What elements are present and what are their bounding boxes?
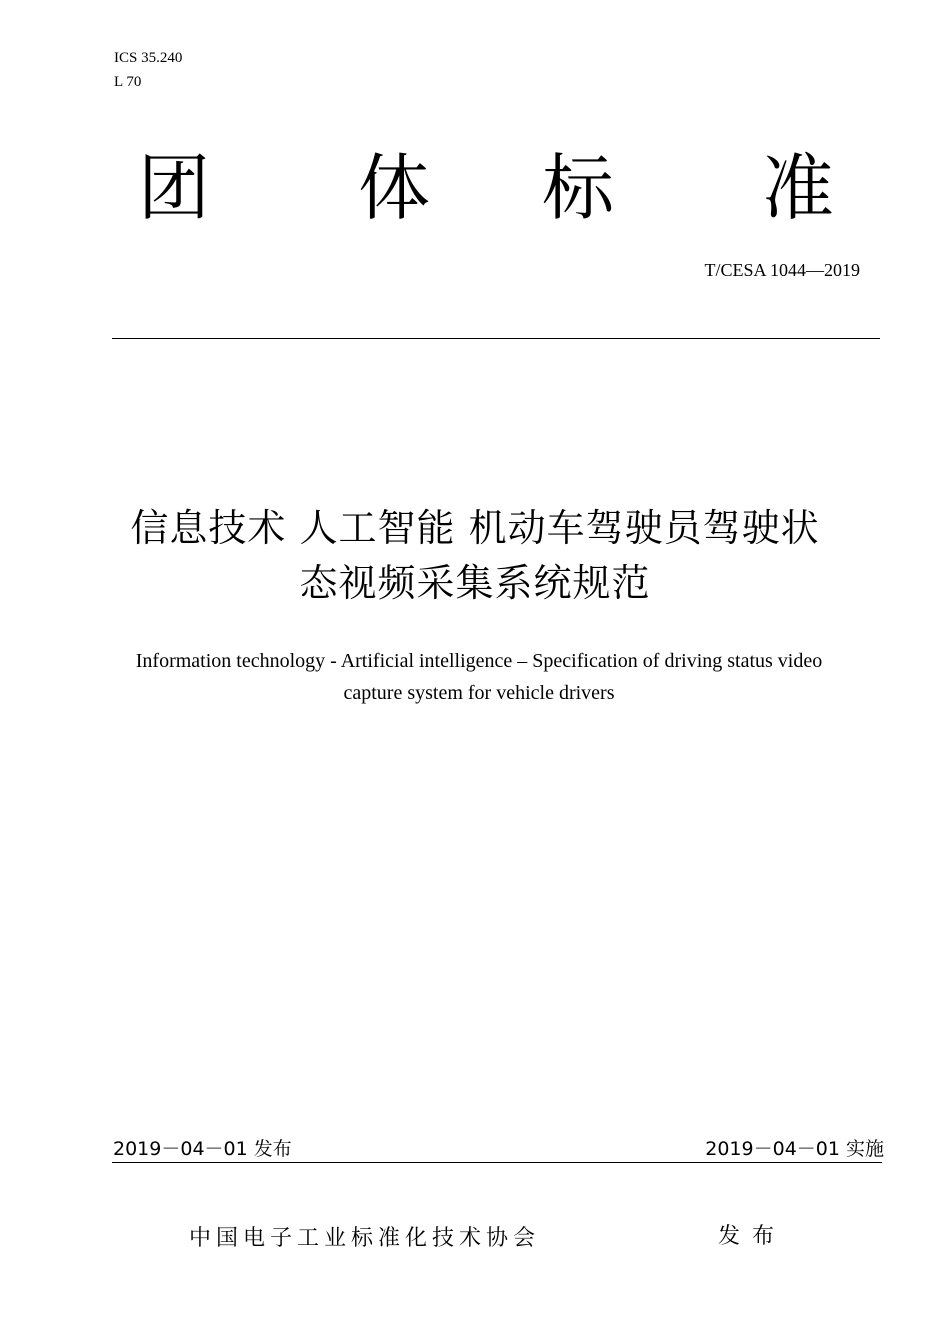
standard-type-char-3: 标 (542, 146, 615, 230)
implementation-date: 2019－04－01 实施 (705, 1138, 884, 1160)
issue-date: 2019－04－01 发布 (113, 1138, 292, 1160)
header-divider (112, 338, 880, 339)
publisher-name: 中国电子工业标准化技术协会 (189, 1226, 541, 1251)
title-cn-line-1: 信息技术 人工智能 机动车驾驶员驾驶状 (130, 506, 820, 550)
ics-code: ICS 35.240 (114, 50, 183, 66)
publish-label: 发布 (718, 1224, 787, 1249)
title-en-line-1: Information technology - Artificial intelligence – Specification of driving status video (135, 650, 823, 672)
standard-type-char-4: 准 (762, 146, 835, 230)
standard-code: T/CESA 1044—2019 (704, 260, 860, 280)
title-cn-line-2: 态视频采集系统规范 (299, 561, 651, 605)
standard-type-char-2: 体 (358, 146, 431, 230)
classification-code: L 70 (114, 74, 142, 90)
title-en-line-2: capture system for vehicle drivers (343, 682, 615, 704)
standard-type-char-1: 团 (138, 146, 211, 230)
footer-divider (112, 1162, 882, 1163)
